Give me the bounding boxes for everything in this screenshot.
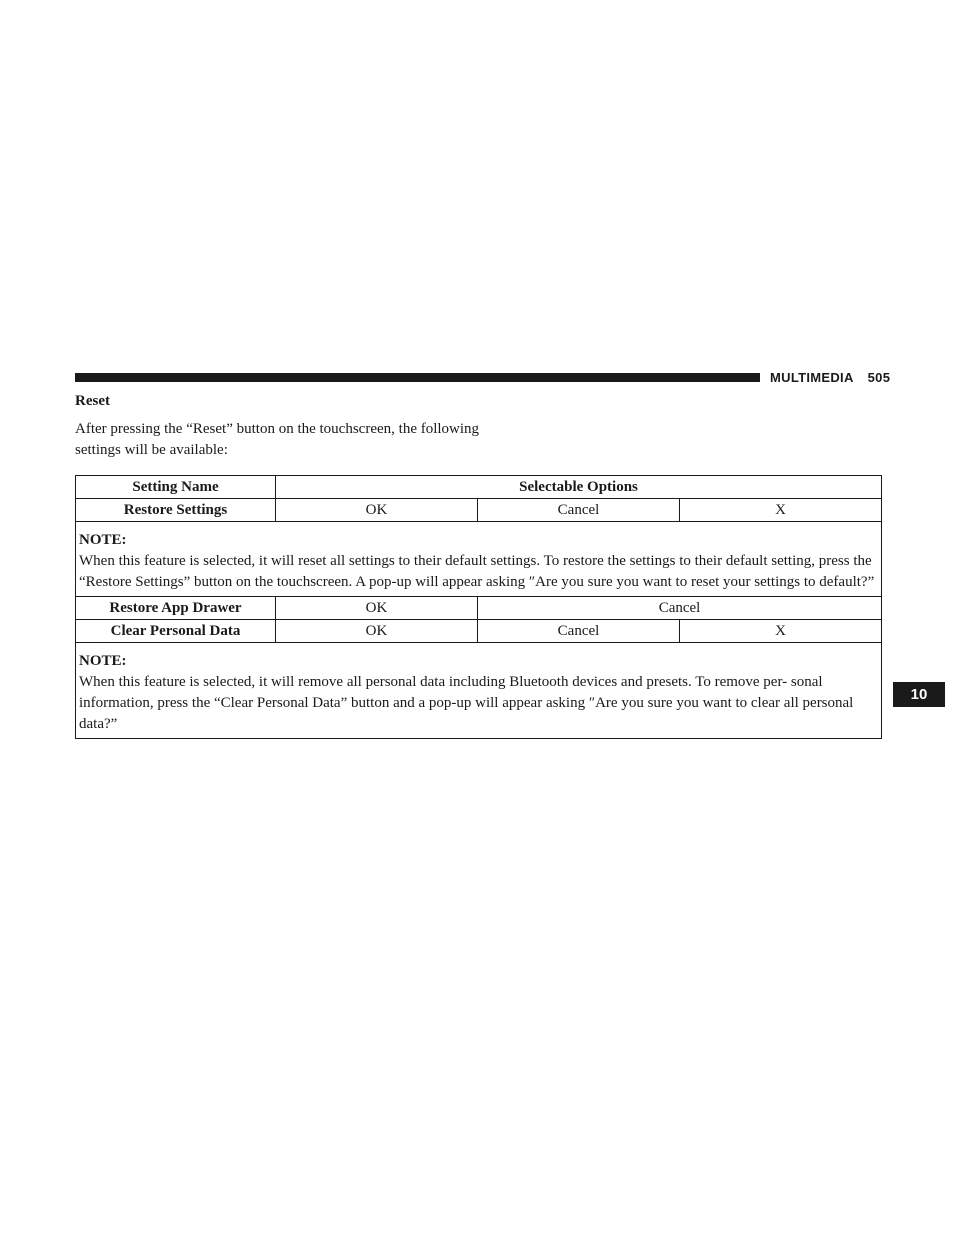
header-setting-name: Setting Name — [76, 476, 276, 499]
note-title: NOTE: — [79, 532, 127, 548]
note-text: When this feature is selected, it will remove all personal data including Bluetooth devices and presets. To remove per- sonal information, press the “Clear Personal Data” button and a pop-up will appear asking ″Are you sure you want to clear all personal data?” — [79, 674, 854, 732]
table-note-row — [76, 522, 882, 597]
option-cancel: Cancel — [478, 620, 680, 643]
chapter-tab: 10 — [893, 682, 945, 707]
table-row — [76, 597, 882, 620]
note-clear-personal-data — [76, 643, 882, 739]
option-ok: OK — [276, 620, 478, 643]
option-ok: OK — [276, 499, 478, 522]
option-cancel: Cancel — [478, 499, 680, 522]
note-restore-settings — [76, 522, 882, 597]
option-x: X — [680, 499, 882, 522]
page-number: 505 — [867, 370, 891, 385]
section-title: Reset — [75, 393, 110, 409]
option-cancel: Cancel — [478, 597, 882, 620]
setting-restore-app-drawer: Restore App Drawer — [76, 597, 276, 620]
note-text: When this feature is selected, it will reset all settings to their default settings. To restore the settings to their default setting, press the “Restore Settings” button on the touchscreen. A pop-up will appear asking ″Are you sure you want to reset your settings to default?” — [79, 553, 875, 590]
table-header-row — [76, 476, 882, 499]
header-selectable-options: Selectable Options — [276, 476, 882, 499]
header-rule — [75, 373, 760, 382]
option-ok: OK — [276, 597, 478, 620]
table-note-row — [76, 643, 882, 739]
option-x: X — [680, 620, 882, 643]
table-row — [76, 620, 882, 643]
reset-settings-table — [75, 475, 882, 739]
note-title: NOTE: — [79, 653, 127, 669]
intro-paragraph: After pressing the “Reset” button on the touchscreen, the following settings will be available: — [75, 421, 480, 458]
table-row — [76, 499, 882, 522]
running-header — [770, 370, 890, 385]
header-section: MULTIMEDIA — [770, 370, 854, 385]
setting-restore-settings: Restore Settings — [76, 499, 276, 522]
setting-clear-personal-data: Clear Personal Data — [76, 620, 276, 643]
